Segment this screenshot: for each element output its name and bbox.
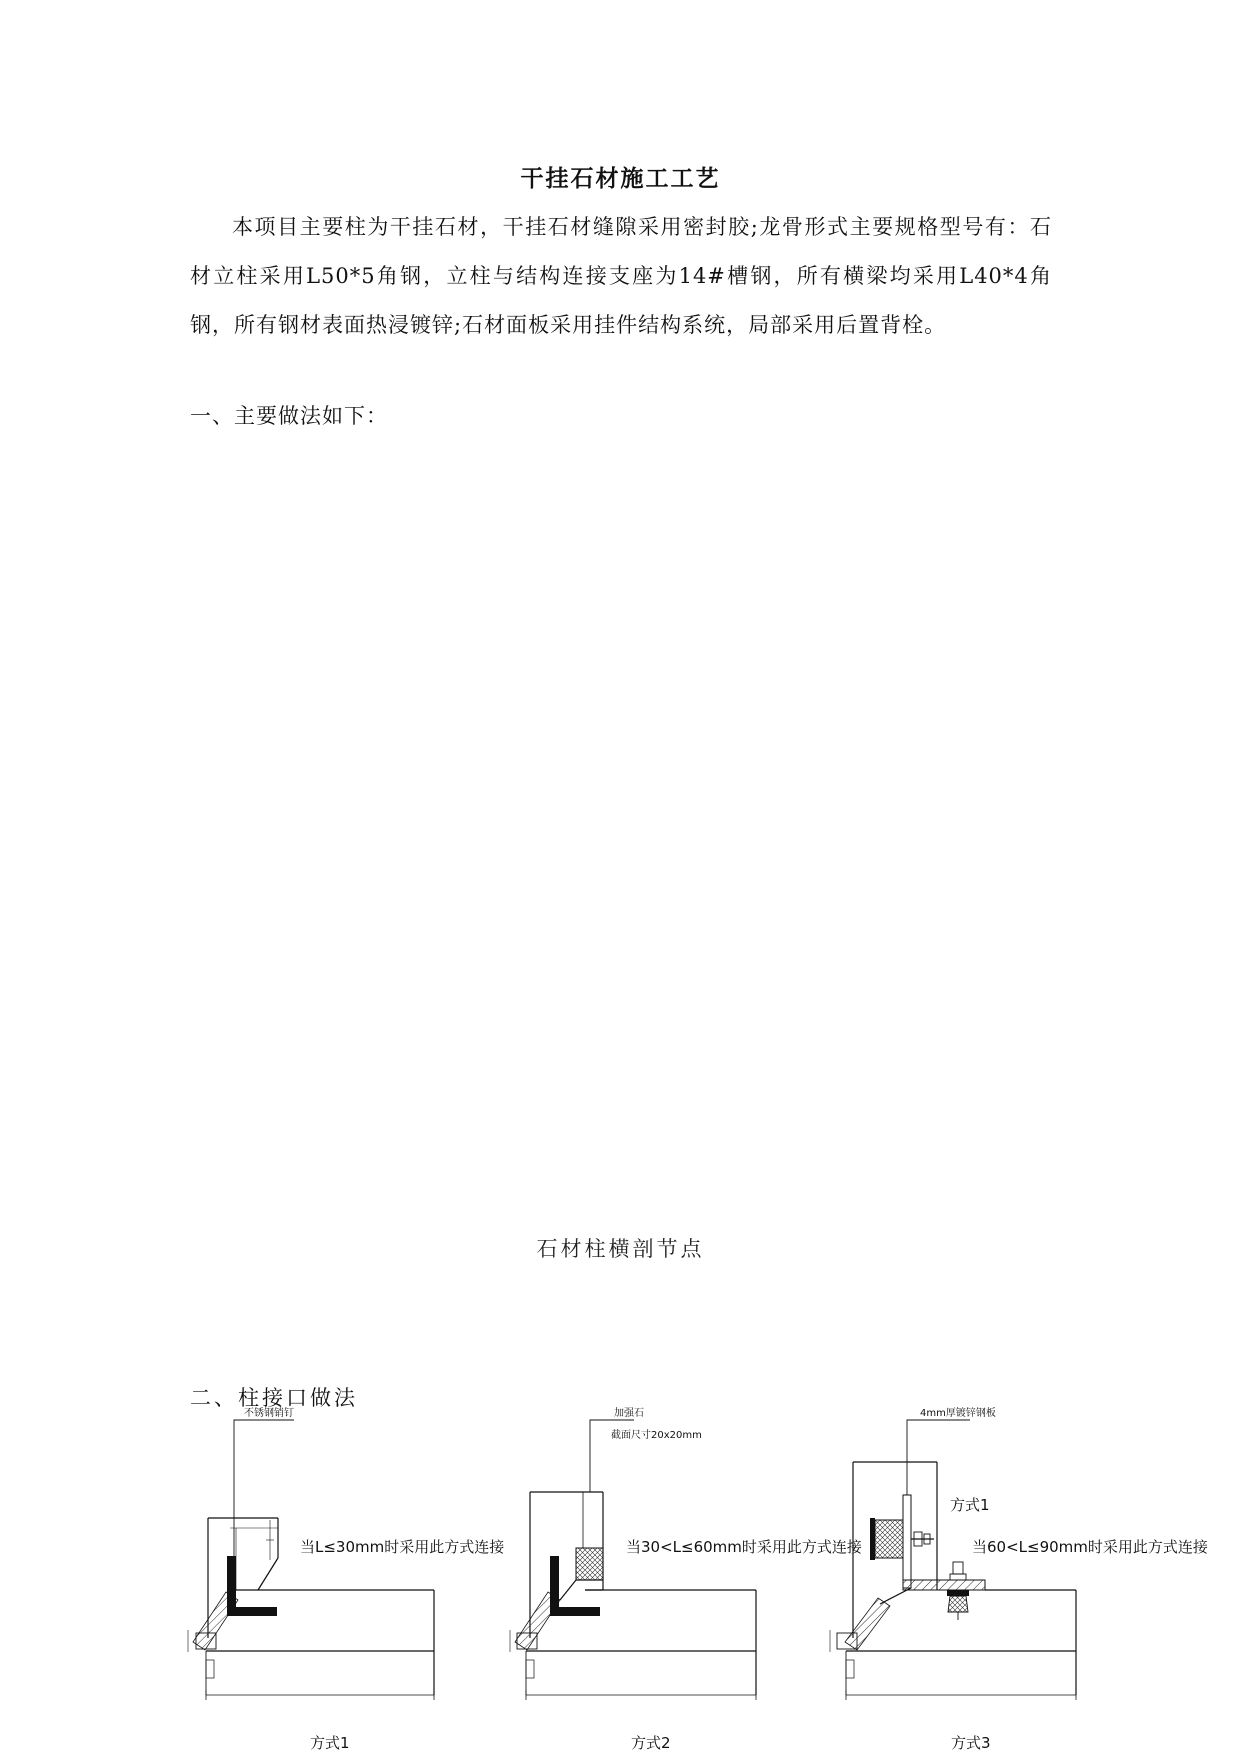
detail-method-2 (510, 1420, 756, 1700)
detail-2-callout-sub: 截面尺寸20x20mm (611, 1430, 702, 1441)
detail-method-1 (188, 1420, 434, 1700)
document-title: 干挂石材施工工艺 (520, 165, 721, 192)
detail-3-callout: 4mm厚镀锌钢板 (920, 1408, 996, 1419)
detail-1-label: 方式1 (310, 1734, 350, 1752)
detail-2-callout: 加强石 (614, 1408, 644, 1419)
detail-method-3 (830, 1420, 1076, 1700)
clipped-section-heading: 二、柱接口做法 (190, 1386, 358, 1410)
detail-3-condition-note: 当60<L≤90mm时采用此方式连接 (972, 1538, 1208, 1556)
detail-3-label: 方式3 (951, 1734, 991, 1752)
detail-2-label: 方式2 (631, 1734, 671, 1752)
detail-1-condition-note: 当L≤30mm时采用此方式连接 (300, 1538, 505, 1556)
intro-paragraph: 本项目主要柱为干挂石材，干挂石材缝隙采用密封胶;龙骨形式主要规格型号有：石材立柱采用L50*5角钢，立柱与结构连接支座为14#槽钢，所有横梁均采用L40*4角钢，所有钢材表面热浸镀锌;石材面板采用挂件结构系统，局部采用后置背栓。 (190, 215, 1052, 337)
section-heading: 一、主要做法如下： (190, 404, 388, 428)
figure-caption: 石材柱横剖节点 (536, 1237, 705, 1261)
detail-3-method-tag: 方式1 (950, 1496, 990, 1514)
stone-column-connection-details (0, 1390, 1241, 1754)
detail-2-condition-note: 当30<L≤60mm时采用此方式连接 (626, 1538, 862, 1556)
detail-1-callout: 不锈钢销钉 (244, 1408, 294, 1419)
